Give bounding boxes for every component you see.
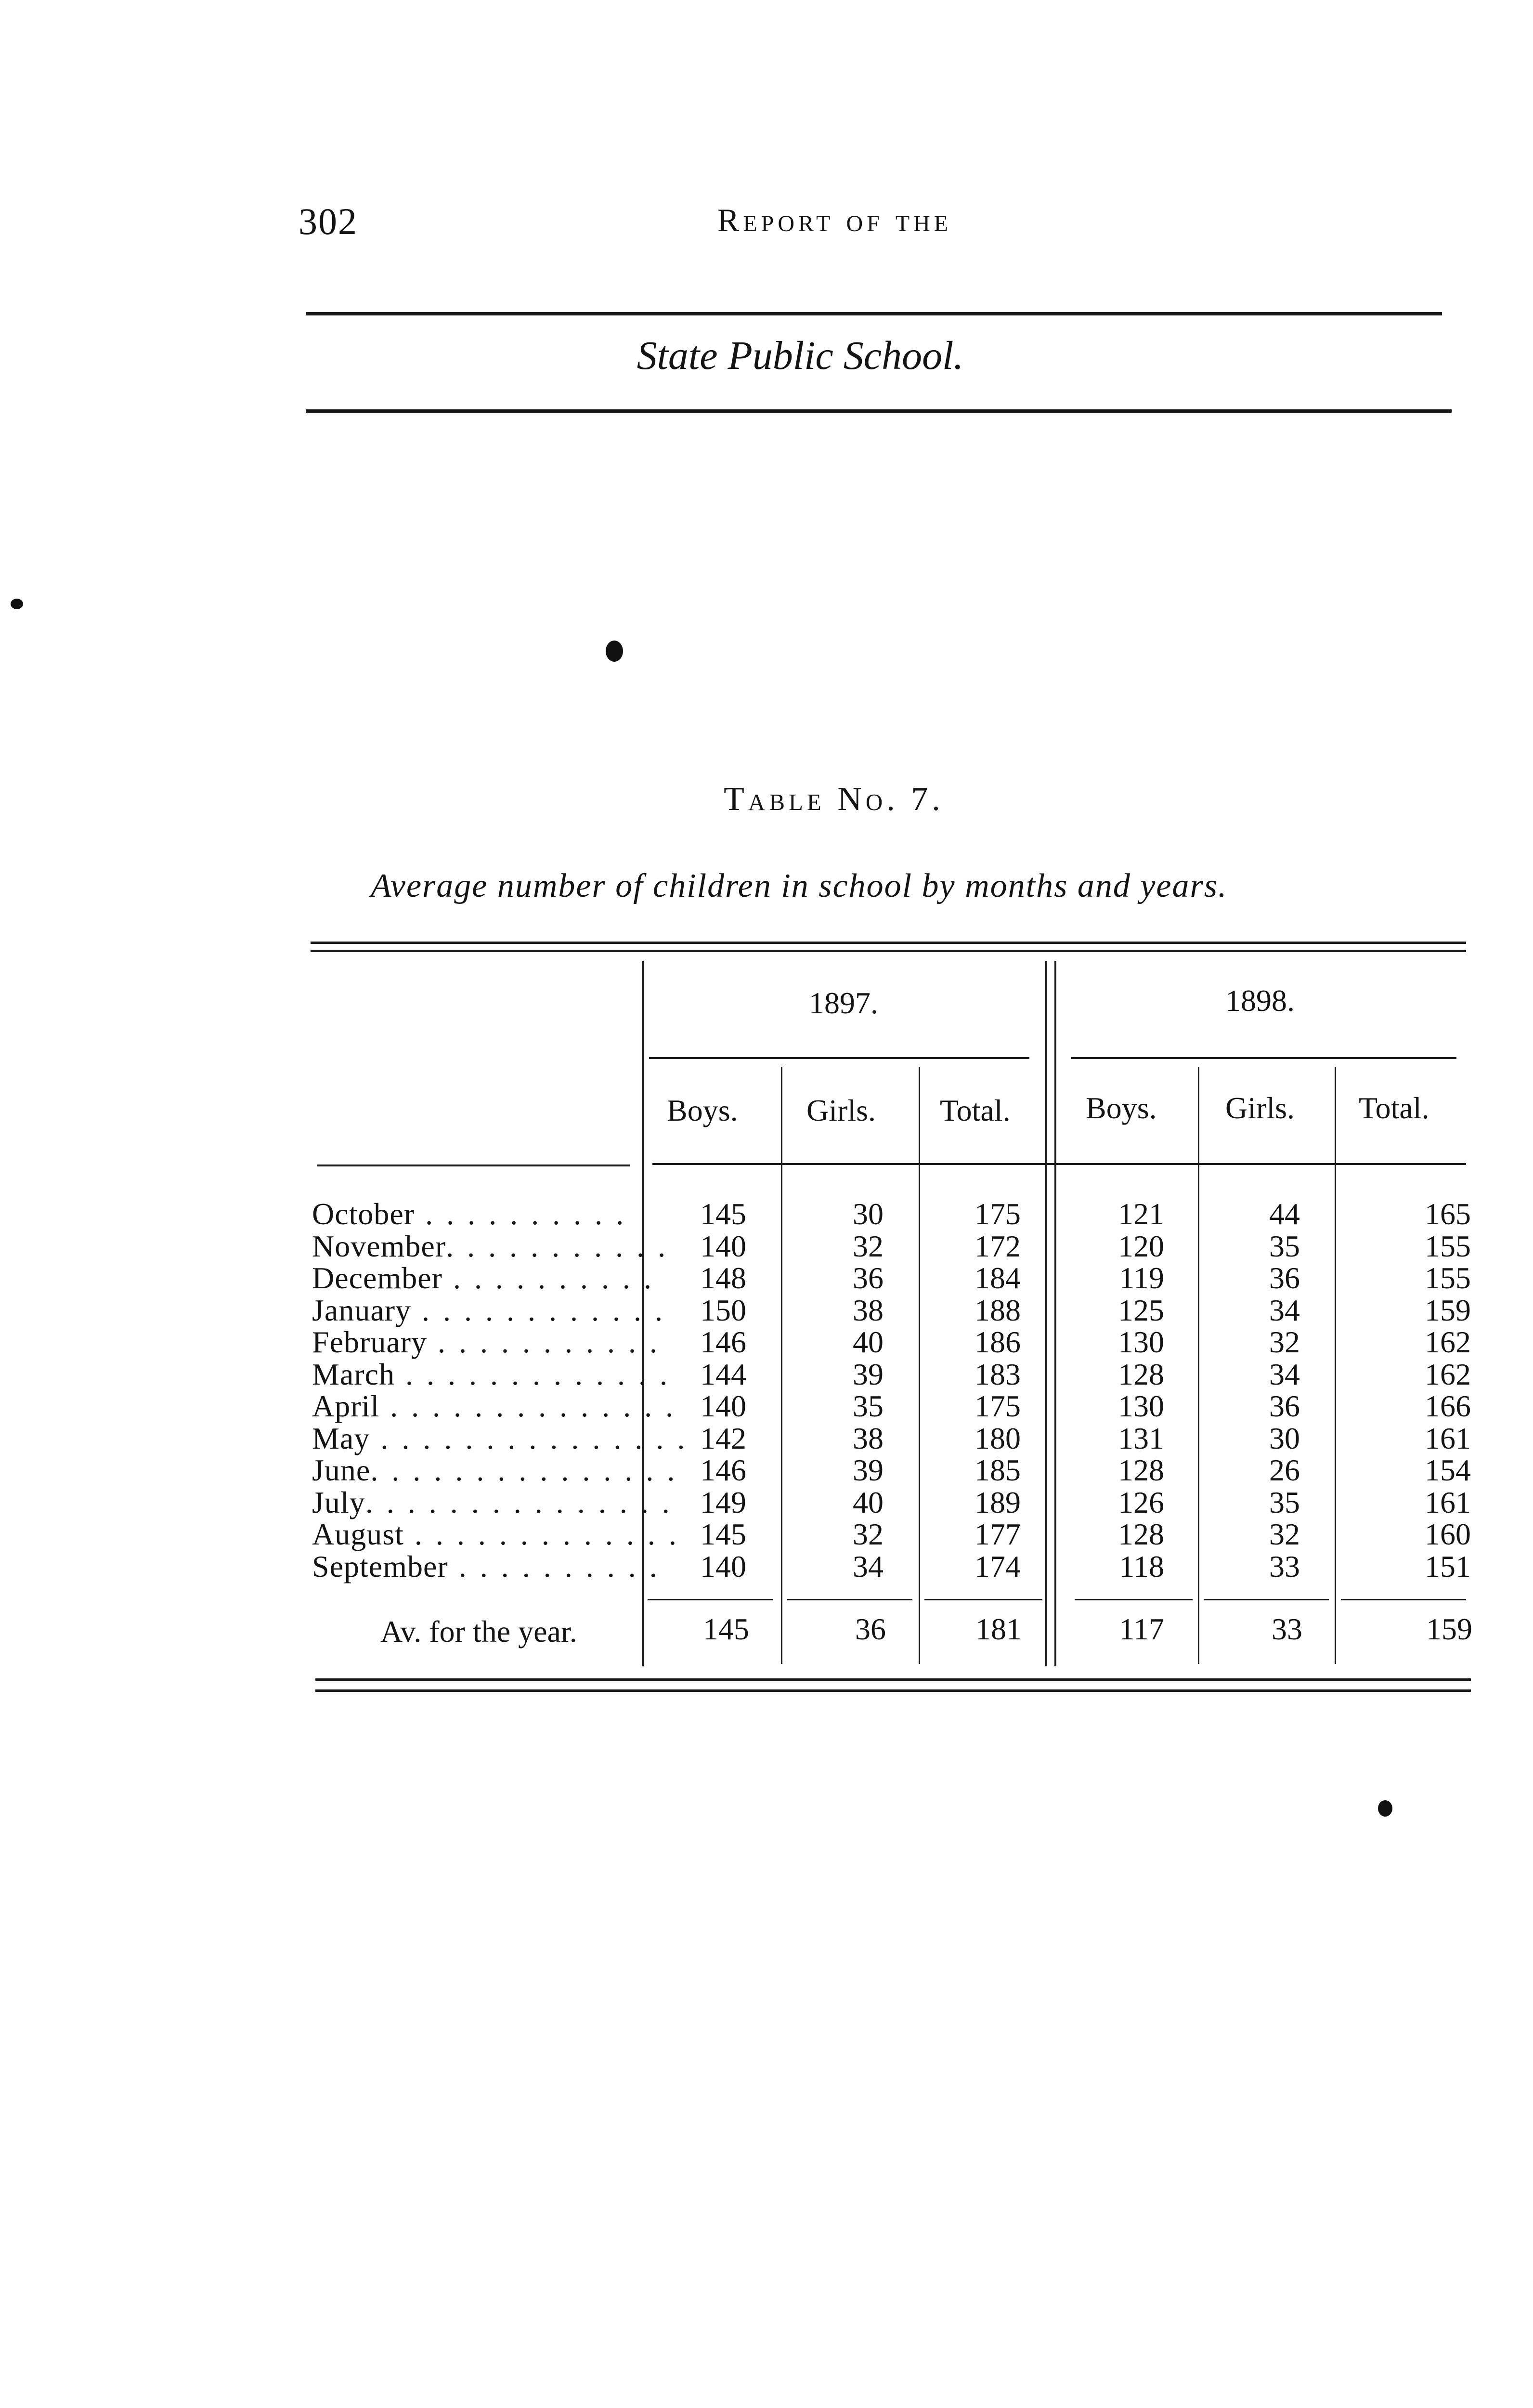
cell-total-1897: 174 xyxy=(974,1549,1021,1584)
cell-boys-1898: 131 xyxy=(1118,1421,1164,1455)
month-name: March xyxy=(312,1357,395,1391)
running-head: Report of the xyxy=(717,202,952,238)
month-label-september xyxy=(312,1549,660,1584)
leader-dots: . . . . . . . . . . xyxy=(442,1261,654,1295)
cell-boys-1898: 128 xyxy=(1118,1453,1164,1487)
month-label-may xyxy=(312,1421,688,1455)
cell-girls-1898: 33 xyxy=(1269,1549,1300,1584)
month-label-november xyxy=(312,1229,669,1263)
leader-dots: . . . . . . . . . . . . . . . xyxy=(370,1453,678,1487)
leader-dots: . . . . . . . . . . . . . . xyxy=(379,1389,676,1423)
cell-girls-1898: 32 xyxy=(1269,1517,1300,1551)
month-name: September xyxy=(312,1549,448,1584)
cell-total-1897: 185 xyxy=(974,1453,1021,1487)
average-total-1897: 181 xyxy=(975,1612,1022,1646)
cell-girls-1897: 40 xyxy=(853,1325,883,1359)
cell-girls-1898: 32 xyxy=(1269,1325,1300,1359)
cell-girls-1897: 36 xyxy=(853,1261,883,1295)
cell-total-1897: 172 xyxy=(974,1229,1021,1263)
average-boys-1897: 145 xyxy=(703,1612,749,1646)
month-label-december xyxy=(312,1261,654,1295)
month-label-april xyxy=(312,1389,676,1423)
cell-total-1898: 155 xyxy=(1425,1229,1471,1263)
month-name: August xyxy=(312,1517,404,1551)
cell-boys-1898: 118 xyxy=(1119,1549,1164,1584)
month-name: June xyxy=(312,1453,371,1487)
col-header-girls-1897: Girls. xyxy=(806,1093,876,1127)
month-label-october xyxy=(312,1198,639,1230)
month-name: January xyxy=(312,1293,412,1327)
cell-girls-1898: 26 xyxy=(1269,1453,1300,1487)
leader-dots: . . . . . . . . . . . . xyxy=(411,1293,666,1327)
leader-dots: . . . . . . . . . . . . . . . xyxy=(365,1485,673,1519)
month-label-january xyxy=(312,1293,666,1327)
cell-total-1897: 180 xyxy=(974,1421,1021,1455)
month-name: July xyxy=(312,1485,365,1519)
cell-boys-1898: 119 xyxy=(1119,1261,1164,1295)
cell-girls-1898: 34 xyxy=(1269,1357,1300,1391)
month-name: February xyxy=(312,1325,428,1359)
cell-total-1898: 160 xyxy=(1425,1517,1471,1551)
section-title: State Public School. xyxy=(637,333,964,378)
cell-total-1897: 177 xyxy=(974,1517,1021,1551)
cell-boys-1897: 145 xyxy=(700,1517,746,1551)
cell-boys-1897: 140 xyxy=(700,1229,746,1263)
cell-boys-1898: 121 xyxy=(1118,1197,1164,1231)
cell-boys-1898: 128 xyxy=(1118,1357,1164,1391)
cell-total-1898: 161 xyxy=(1425,1421,1471,1455)
average-row-label: Av. for the year. xyxy=(380,1614,577,1649)
month-name: May xyxy=(312,1421,370,1455)
leader-dots: . . . . . . . . . . xyxy=(448,1549,660,1584)
col-header-boys-1898: Boys. xyxy=(1086,1091,1157,1125)
month-name: December xyxy=(312,1261,442,1295)
cell-total-1897: 184 xyxy=(974,1261,1021,1295)
month-name: April xyxy=(312,1389,380,1423)
month-label-february xyxy=(312,1325,661,1359)
cell-boys-1897: 144 xyxy=(700,1357,746,1391)
cell-girls-1897: 34 xyxy=(853,1549,883,1584)
cell-boys-1897: 142 xyxy=(700,1421,746,1455)
cell-girls-1898: 34 xyxy=(1269,1293,1300,1327)
cell-girls-1898: 35 xyxy=(1269,1229,1300,1263)
leader-dots: . . . . . . . . . . . xyxy=(446,1229,669,1263)
cell-total-1898: 162 xyxy=(1425,1325,1471,1359)
leader-dots: . . . . . . . . . . . . . xyxy=(403,1517,679,1551)
cell-girls-1897: 38 xyxy=(853,1293,883,1327)
col-header-total-1898: Total. xyxy=(1359,1091,1429,1125)
month-label-march xyxy=(312,1357,671,1391)
cell-total-1897: 186 xyxy=(974,1325,1021,1359)
leader-dots: . . . . . . . . . . . . . xyxy=(395,1357,671,1391)
cell-girls-1898: 36 xyxy=(1269,1261,1300,1295)
cell-total-1897: 188 xyxy=(974,1293,1021,1327)
cell-boys-1898: 125 xyxy=(1118,1293,1164,1327)
cell-girls-1897: 30 xyxy=(853,1197,883,1231)
cell-boys-1898: 126 xyxy=(1118,1485,1164,1519)
cell-total-1897: 175 xyxy=(974,1197,1021,1231)
cell-girls-1897: 35 xyxy=(853,1389,883,1423)
average-girls-1898: 33 xyxy=(1272,1612,1302,1646)
cell-total-1898: 162 xyxy=(1425,1357,1471,1391)
cell-girls-1897: 32 xyxy=(853,1229,883,1263)
col-header-total-1897: Total. xyxy=(940,1093,1011,1127)
cell-total-1897: 189 xyxy=(974,1485,1021,1519)
cell-boys-1898: 130 xyxy=(1118,1325,1164,1359)
cell-total-1898: 161 xyxy=(1425,1485,1471,1519)
year-header-1898: 1898. xyxy=(1225,983,1295,1018)
cell-girls-1897: 39 xyxy=(853,1453,883,1487)
month-label-july xyxy=(312,1485,673,1519)
month-name: October xyxy=(312,1197,415,1231)
leader-dots: . . . . . . . . . . . xyxy=(427,1325,661,1359)
cell-boys-1897: 145 xyxy=(700,1197,746,1231)
cell-girls-1897: 39 xyxy=(853,1357,883,1391)
ink-speck xyxy=(606,641,623,662)
ink-speck xyxy=(1378,1800,1392,1817)
cell-boys-1897: 146 xyxy=(700,1325,746,1359)
cell-girls-1897: 38 xyxy=(853,1421,883,1455)
leader-dots: . . . . . . . . . . xyxy=(415,1197,627,1231)
cell-boys-1897: 140 xyxy=(700,1389,746,1423)
cell-total-1898: 151 xyxy=(1425,1549,1471,1584)
cell-girls-1897: 40 xyxy=(853,1485,883,1519)
year-header-1897: 1897. xyxy=(809,986,878,1020)
col-header-boys-1897: Boys. xyxy=(667,1093,738,1127)
col-header-girls-1898: Girls. xyxy=(1225,1091,1295,1125)
cell-total-1898: 155 xyxy=(1425,1261,1471,1295)
cell-boys-1898: 120 xyxy=(1118,1229,1164,1263)
cell-total-1897: 183 xyxy=(974,1357,1021,1391)
table-number: Table No. 7. xyxy=(724,781,944,818)
leader-dots: . . . . . . . . . . . . . . . xyxy=(370,1421,688,1455)
cell-girls-1898: 36 xyxy=(1269,1389,1300,1423)
cell-boys-1898: 130 xyxy=(1118,1389,1164,1423)
cell-boys-1897: 150 xyxy=(700,1293,746,1327)
month-name: November xyxy=(312,1229,446,1263)
cell-boys-1897: 149 xyxy=(700,1485,746,1519)
table-caption: Average number of children in school by months and years. xyxy=(371,867,1228,904)
cell-total-1898: 165 xyxy=(1425,1197,1471,1231)
cell-total-1897: 175 xyxy=(974,1389,1021,1423)
cell-girls-1898: 30 xyxy=(1269,1421,1300,1455)
month-label-june xyxy=(312,1453,678,1487)
average-boys-1898: 117 xyxy=(1119,1612,1164,1646)
average-total-1898: 159 xyxy=(1426,1612,1472,1646)
cell-girls-1897: 32 xyxy=(853,1517,883,1551)
cell-total-1898: 154 xyxy=(1425,1453,1471,1487)
header-rule-top xyxy=(306,312,1442,315)
cell-total-1898: 159 xyxy=(1425,1293,1471,1327)
ink-speck xyxy=(11,599,23,609)
cell-boys-1897: 140 xyxy=(700,1549,746,1584)
month-label-august xyxy=(312,1517,679,1551)
cell-boys-1897: 148 xyxy=(700,1261,746,1295)
average-girls-1897: 36 xyxy=(855,1612,886,1646)
cell-girls-1898: 44 xyxy=(1269,1197,1300,1231)
cell-total-1898: 166 xyxy=(1425,1389,1471,1423)
cell-boys-1897: 146 xyxy=(700,1453,746,1487)
page-number: 302 xyxy=(299,200,358,242)
cell-boys-1898: 128 xyxy=(1118,1517,1164,1551)
cell-girls-1898: 35 xyxy=(1269,1485,1300,1519)
header-rule-bottom xyxy=(306,409,1452,413)
